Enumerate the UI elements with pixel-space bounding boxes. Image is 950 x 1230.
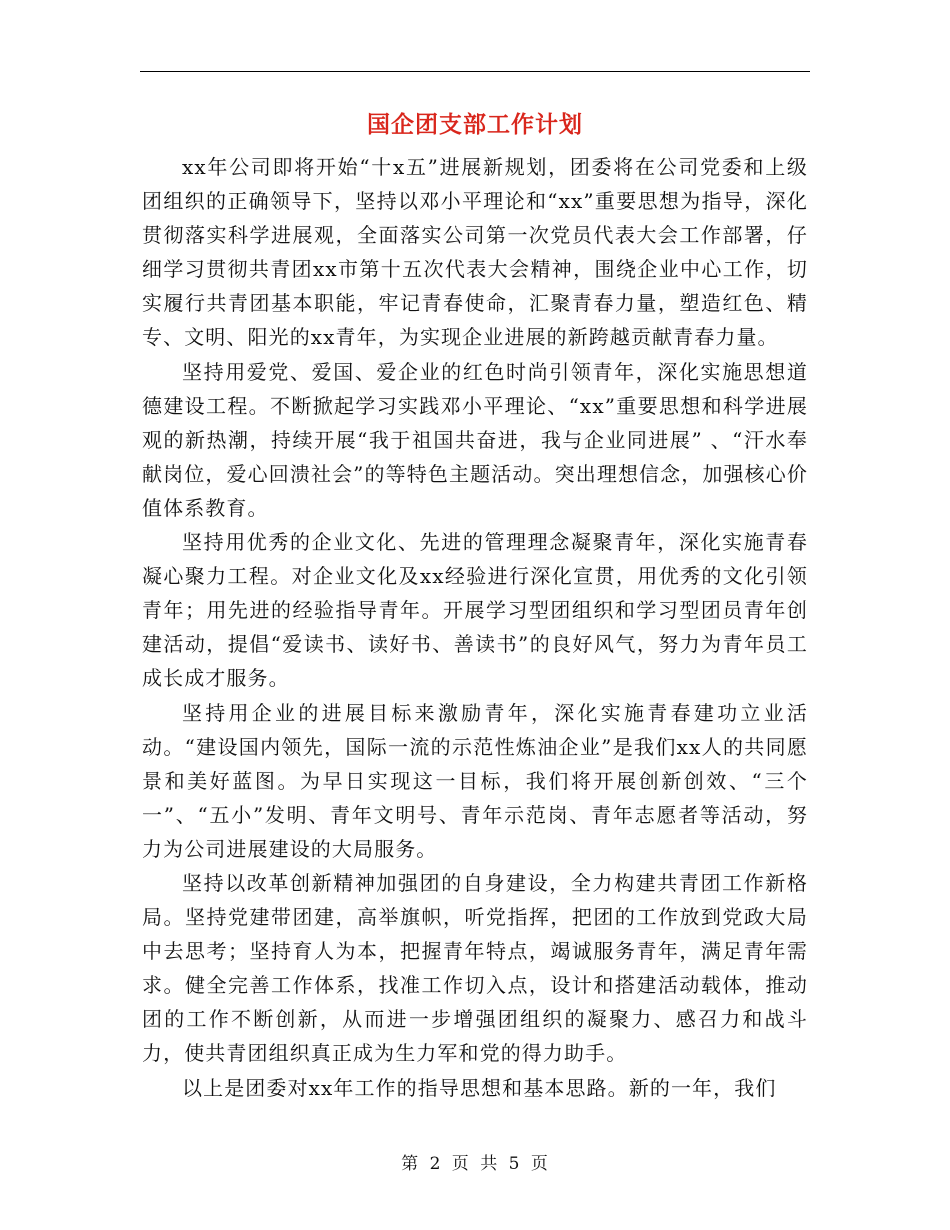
document-title: 国企团支部工作计划 xyxy=(367,111,583,138)
document-body xyxy=(142,150,808,1105)
paragraph-intro: xx年公司即将开始“十x五”进展新规划，团委将在公司党委和上级团组织的正确领导下，坚持以邓小平理论和“xx”重要思想为指导，深化贯彻落实科学进展观，全面落实公司第一次党员代表大会工作部署，仔细学习贯彻共青团xx市第十五次代表大会精神，围绕企业中心工作，切实履行共青团基本职能，牢记青春使命，汇聚青春力量，塑造红色、精专、文明、阳光的xx青年，为实现企业进展的新跨越贡献青春力量。 xyxy=(142,155,808,350)
paragraph-summary: 以上是团委对xx年工作的指导思想和基本思路。新的一年，我们 xyxy=(182,1075,777,1100)
paragraph-goals: 坚持用企业的进展目标来激励青年，深化实施青春建功立业活动。“建设国内领先，国际一流的示范性炼油企业”是我们xx人的共同愿景和美好蓝图。为早日实现这一目标，我们将开展创新创效、“三个一”、“五小”发明、青年文明号、青年示范岗、青年志愿者等活动，努力为公司进展建设的大局服务。 xyxy=(142,700,808,861)
header-rule xyxy=(140,71,810,72)
paragraph-self-building: 坚持以改革创新精神加强团的自身建设，全力构建共青团工作新格局。坚持党建带团建，高举旗帜，听党指挥，把团的工作放到党政大局中去思考；坚持育人为本，把握青年特点，竭诚服务青年，满足青年需求。健全完善工作体系，找准工作切入点，设计和搭建活动载体，推动团的工作不断创新，从而进一步增强团组织的凝聚力、感召力和战斗力，使共青团组织真正成为生力军和党的得力助手。 xyxy=(142,870,808,1066)
paragraph-culture: 坚持用优秀的企业文化、先进的管理理念凝聚青年，深化实施青春凝心聚力工程。对企业文化及xx经验进行深化宣贯，用优秀的文化引领青年；用先进的经验指导青年。开展学习型团组织和学习型团员青年创建活动，提倡“爱读书、读好书、善读书”的良好风气，努力为青年员工成长成才服务。 xyxy=(142,530,808,691)
paragraph-ideology: 坚持用爱党、爱国、爱企业的红色时尚引领青年，深化实施思想道德建设工程。不断掀起学习实践邓小平理论、“xx”重要思想和科学进展观的新热潮，持续开展“我于祖国共奋进，我与企业同进展” 、“汗水奉献岗位，爱心回溃社会”的等特色主题活动。突出理想信念，加强核心价值体系教育。 xyxy=(142,359,808,520)
page-number: 第 2 页 共 5 页 xyxy=(401,1154,549,1174)
